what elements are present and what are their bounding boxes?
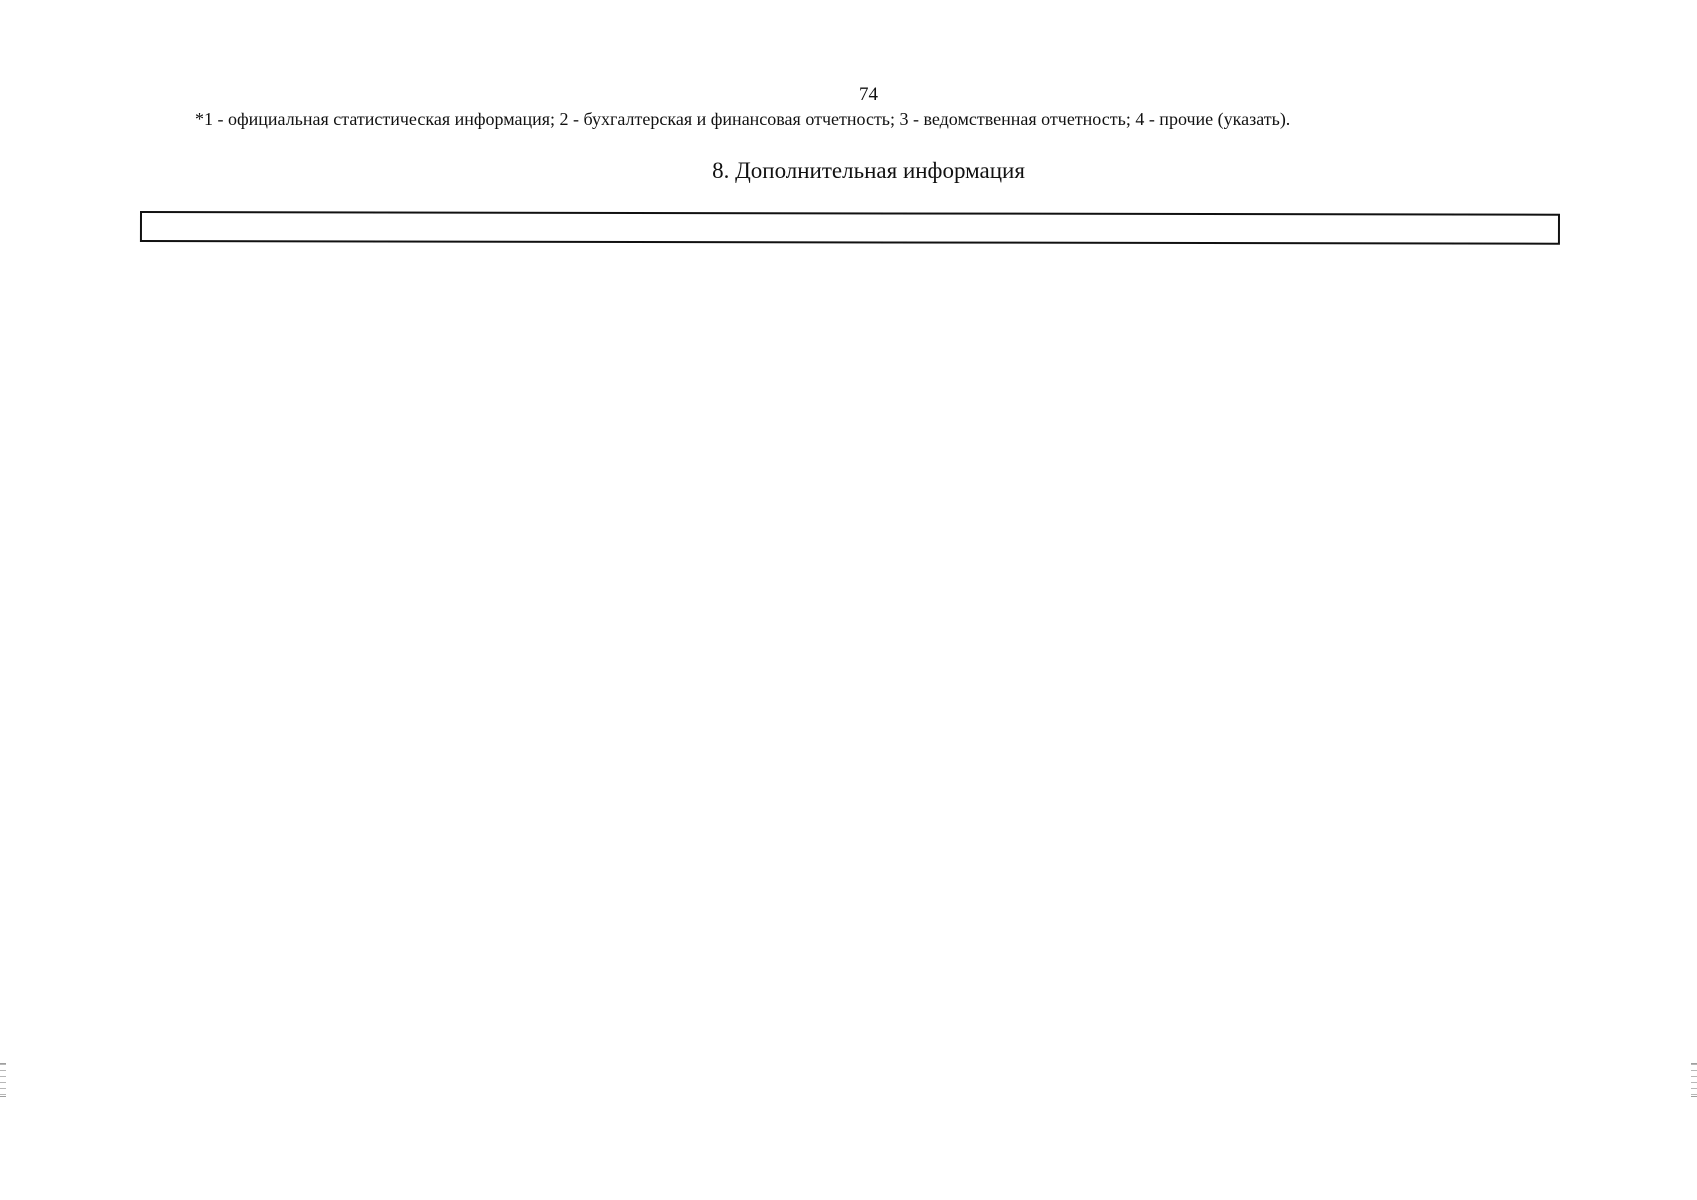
page-number: 74 [859, 84, 878, 105]
left-scan-marks [0, 1063, 6, 1097]
source-footnote: *1 - официальная статистическая информация; 2 - бухгалтерская и финансовая отчетность; 3 - ведомственная отчетность; 4 - прочие (указать). [195, 109, 1291, 129]
additional-info-box [140, 211, 1560, 245]
right-scan-marks [1691, 1063, 1697, 1097]
section-title: 8. Дополнительная информация [712, 158, 1025, 183]
